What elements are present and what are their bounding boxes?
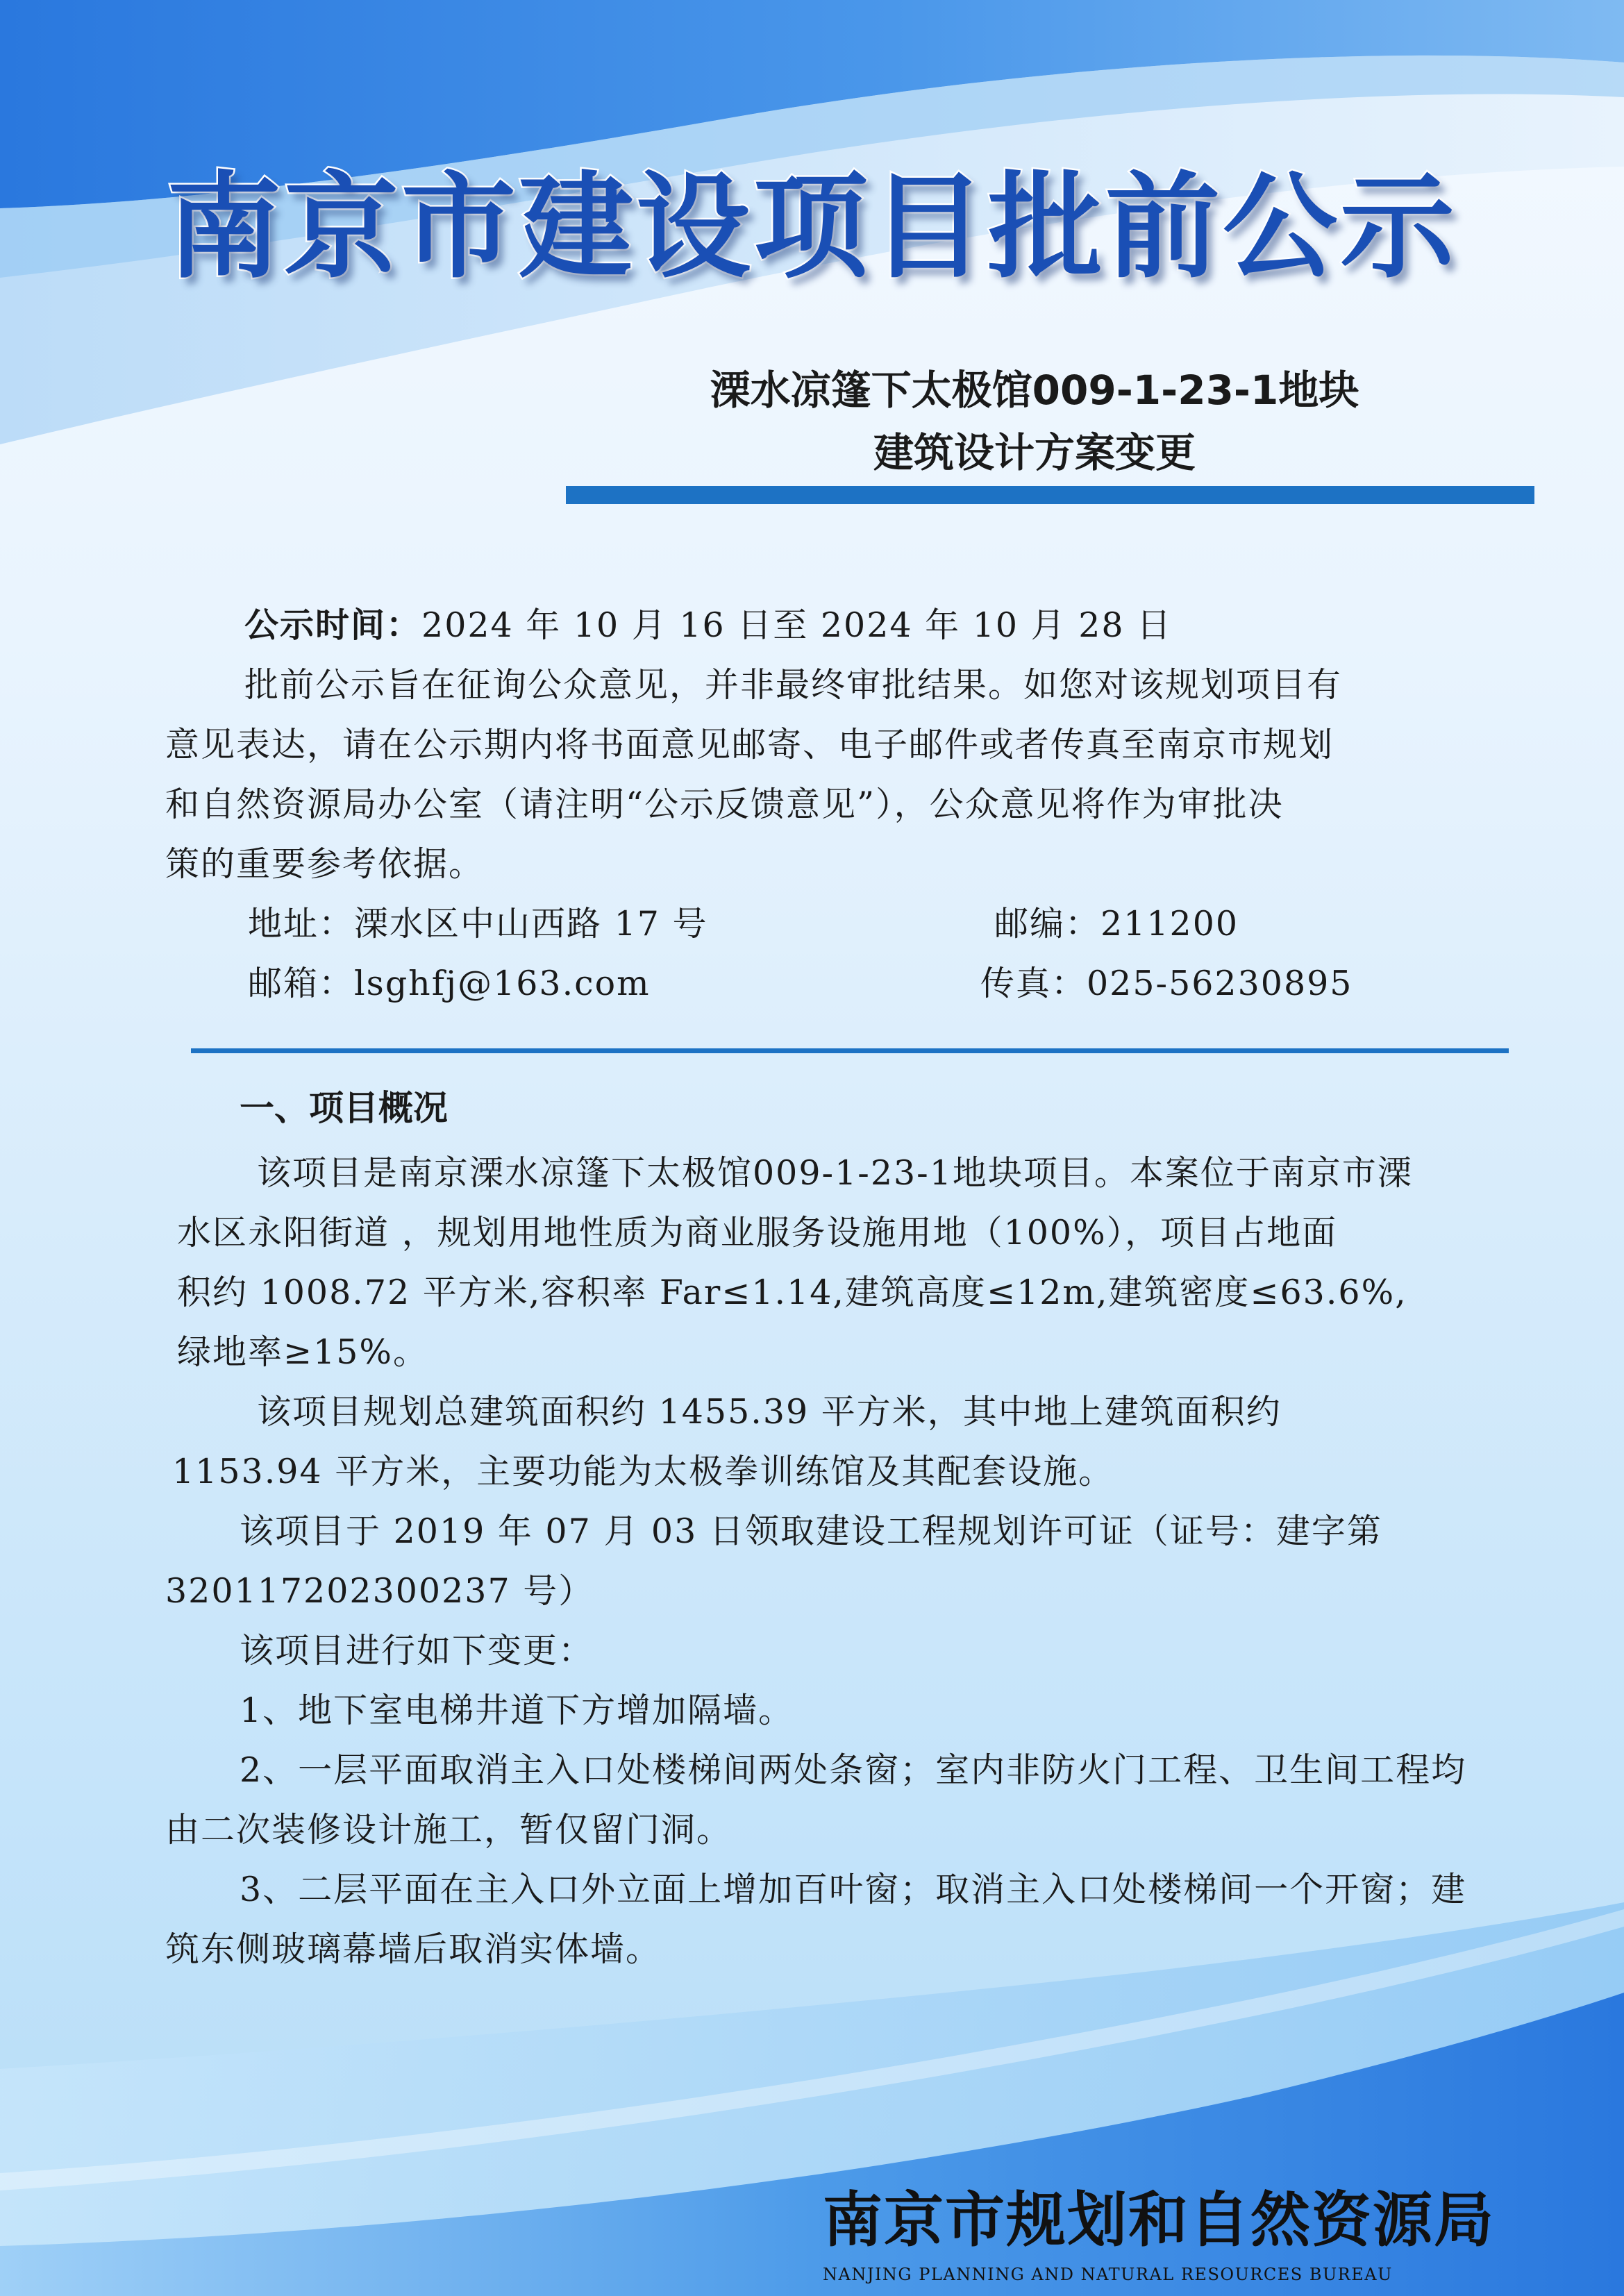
contact-email[interactable]: 邮箱：lsghfj@163.com bbox=[248, 964, 651, 1003]
section-heading: 一、项目概况 bbox=[240, 1088, 448, 1128]
contact-postcode: 邮编：211200 bbox=[994, 904, 1239, 944]
overview-line: 水区永阳街道 ，规划用地性质为商业服务设施用地（100%），项目占地面 bbox=[177, 1213, 1338, 1252]
overview-line: 积约 1008.72 平方米,容积率 Far≤1.14,建筑高度≤12m,建筑密度≤63.6%, bbox=[177, 1273, 1407, 1312]
area-line: 该项目规划总建筑面积约 1455.39 平方米，其中地上建筑面积约 bbox=[257, 1392, 1282, 1432]
change-item: 筑东侧玻璃幕墙后取消实体墙。 bbox=[165, 1929, 662, 1969]
intro-line: 和自然资源局办公室（请注明“公示反馈意见”），公众意见将作为审批决 bbox=[165, 785, 1284, 824]
issuing-authority-english: NANJING PLANNING AND NATURAL RESOURCES BUREAU bbox=[823, 2265, 1393, 2284]
section-divider bbox=[191, 1048, 1509, 1053]
issuing-authority: 南京市规划和自然资源局 bbox=[823, 2185, 1495, 2255]
notice-period-value: 2024 年 10 月 16 日至 2024 年 10 月 28 日 bbox=[421, 605, 1173, 645]
permit-line: 该项目于 2019 年 07 月 03 日领取建设工程规划许可证（证号：建字第 bbox=[240, 1511, 1382, 1551]
intro-line: 意见表达，请在公示期内将书面意见邮寄、电子邮件或者传真至南京市规划 bbox=[165, 725, 1334, 764]
area-line: 1153.94 平方米，主要功能为太极拳训练馆及其配套设施。 bbox=[172, 1452, 1114, 1491]
contact-fax: 传真：025-56230895 bbox=[980, 964, 1353, 1003]
notice-main-title: 南京市建设项目批前公示 bbox=[167, 159, 1457, 294]
title-underline bbox=[566, 486, 1534, 504]
project-title-line-2: 建筑设计方案变更 bbox=[873, 429, 1196, 476]
changes-intro: 该项目进行如下变更： bbox=[240, 1631, 594, 1670]
change-item: 由二次装修设计施工，暂仅留门洞。 bbox=[165, 1810, 733, 1850]
permit-line: 320117202300237 号） bbox=[165, 1571, 594, 1611]
project-title-line-1: 溧水凉篷下太极馆009-1-23-1地块 bbox=[710, 367, 1359, 414]
intro-line: 批前公示旨在征询公众意见，并非最终审批结果。如您对该规划项目有 bbox=[244, 665, 1343, 705]
change-item: 3、二层平面在主入口外立面上增加百叶窗；取消主入口处楼梯间一个开窗；建 bbox=[240, 1870, 1467, 1909]
notice-period bbox=[244, 596, 1172, 655]
contact-address: 地址：溧水区中山西路 17 号 bbox=[248, 904, 708, 944]
intro-line: 策的重要参考依据。 bbox=[165, 844, 485, 884]
change-item: 1、地下室电梯井道下方增加隔墙。 bbox=[240, 1691, 794, 1730]
change-item: 2、一层平面取消主入口处楼梯间两处条窗；室内非防火门工程、卫生间工程均 bbox=[240, 1750, 1467, 1790]
overview-line: 绿地率≥15%。 bbox=[177, 1332, 428, 1372]
notice-period-label: 公示时间： bbox=[244, 605, 422, 645]
overview-line: 该项目是南京溧水凉篷下太极馆009-1-23-1地块项目。本案位于南京市溧 bbox=[257, 1153, 1413, 1193]
